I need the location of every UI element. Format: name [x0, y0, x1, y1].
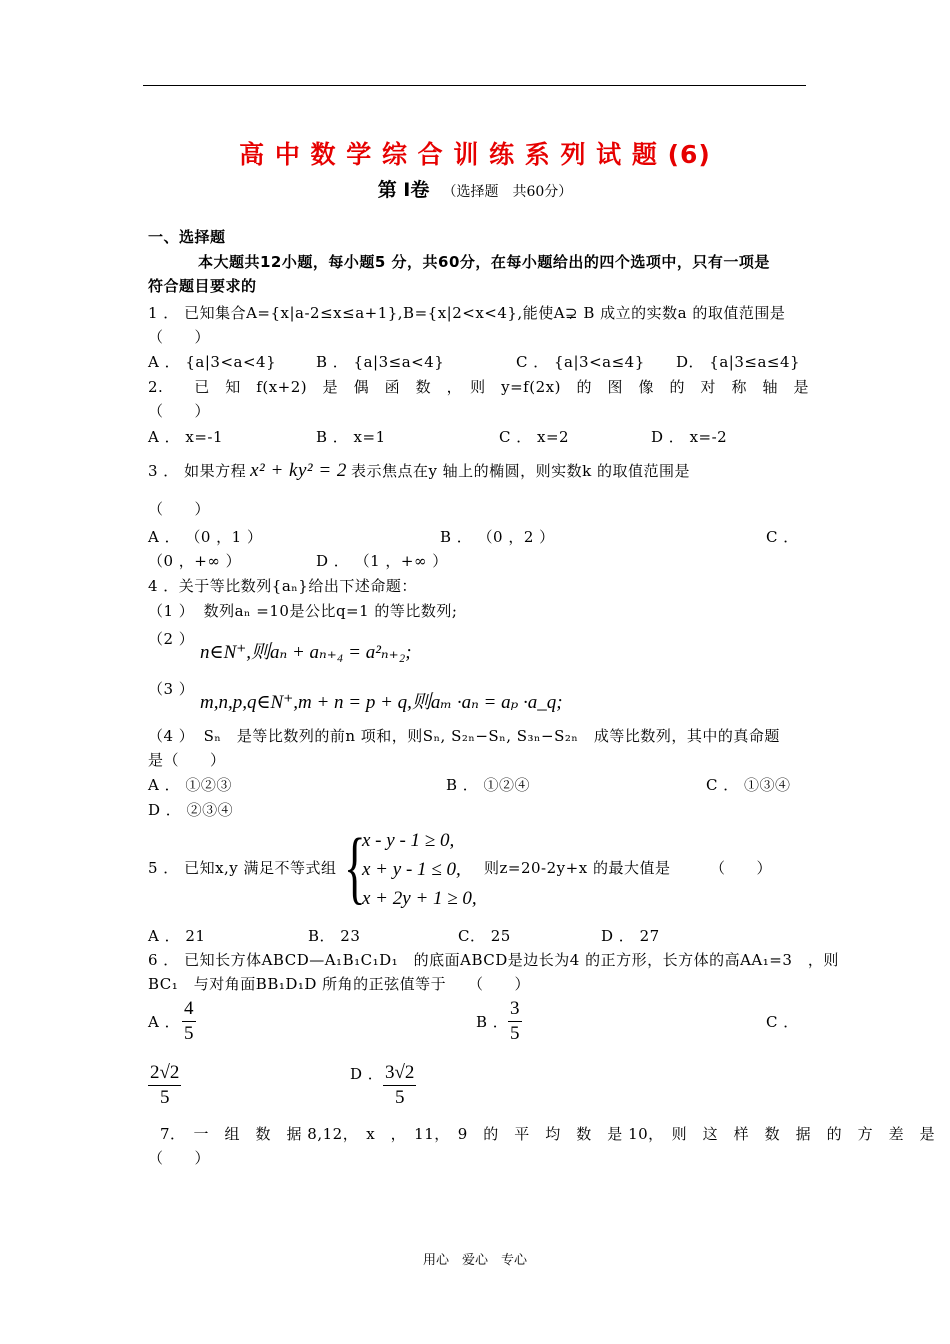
- q3-stem: [148, 462, 690, 480]
- q2-option-d: D ． x=-2: [651, 428, 728, 446]
- q6-option-a-label: A ．: [148, 1013, 181, 1031]
- section-heading: 一、选择题: [148, 228, 226, 246]
- q7-bracket: （ ）: [148, 1149, 211, 1167]
- q1-option-d: D． {a|3≤a≤4}: [676, 353, 801, 371]
- q3-bracket: （ ）: [148, 500, 211, 518]
- q4-item-3-label: （3 ）: [148, 680, 195, 698]
- q5-option-d: D ． 27: [601, 927, 660, 945]
- q5-system-line-1: x - y - 1 ≥ 0,: [362, 830, 455, 851]
- q5-system-line-3: x + 2y + 1 ≥ 0,: [362, 888, 477, 909]
- q5-bracket: （ ）: [710, 859, 773, 877]
- q1-option-b: B ． {a|3≤a<4}: [316, 353, 445, 371]
- q3-stem-post: 表示焦点在y 轴上的椭圆，则实数k 的取值范围是: [350, 462, 691, 480]
- instructions-line-1: 本大题共12小题，每小题5 分，共60分，在每小题给出的四个选项中，只有一项是: [198, 253, 770, 271]
- q5-option-c: C． 25: [458, 927, 511, 945]
- q6-option-a-fraction: [182, 997, 196, 1046]
- q6-option-c-label: C ．: [766, 1013, 799, 1031]
- q4-item-4: [148, 727, 780, 745]
- q6-option-d-denominator: 5: [394, 1087, 405, 1108]
- q3-option-d: D ． （1 ，+∞ ）: [316, 552, 448, 570]
- subtitle: [0, 175, 950, 202]
- q1-option-c: C ． {a|3<a≤4}: [516, 353, 645, 371]
- q4-item-2-math: n∈N⁺,则aₙ + aₙ₊₄ = a²ₙ₊₂;: [200, 642, 412, 663]
- q1-bracket: （ ）: [148, 328, 211, 346]
- q6-stem: 6 ． 已知长方体ABCD—A₁B₁C₁D₁ 的底面ABCD是边长为4 的正方形，长方体的高AA₁=3 ，则: [148, 951, 839, 969]
- page-title: 高 中 数 学 综 合 训 练 系 列 试 题 (6): [239, 140, 711, 169]
- q6-option-d-numerator: 3√2: [383, 1061, 416, 1086]
- q6-option-c-fraction: [148, 1061, 181, 1110]
- q6-option-a-numerator: 4: [182, 997, 196, 1022]
- q3-option-b: B ． （0 ，2 ）: [440, 528, 555, 546]
- subtitle-volume: 第 Ⅰ卷: [377, 179, 430, 201]
- q7-stem: 7． 一 组 数 据 8,12， x ， 11， 9 的 平 均 数 是 10， 则 这 样 数 据 的 方 差 是: [160, 1125, 936, 1143]
- q3-option-c: C ．: [766, 528, 799, 546]
- q5-option-a: A ． 21: [148, 927, 206, 945]
- q2-bracket: （ ）: [148, 402, 211, 420]
- q2-stem: 2. 已 知 f(x+2) 是 偶 函 数 ， 则 y=f(2x) 的 图 像 的 对 称 轴 是: [148, 378, 809, 396]
- q4-item-1: [148, 602, 458, 620]
- q4-option-a: A ． ①②③: [148, 776, 232, 794]
- q6-option-c-denominator: 5: [159, 1087, 170, 1108]
- q6-option-b-numerator: 3: [508, 997, 522, 1022]
- q1-stem: 1 ． 已知集合A={x|a-2≤x≤a+1},B={x|2<x<4},能使A⊋ B 成立的实数a 的取值范围是: [148, 304, 786, 322]
- q4-item-4-text: Sₙ 是等比数列的前n 项和，则Sₙ, S₂ₙ−Sₙ, S₃ₙ−S₂ₙ 成等比数列，其中的真命题: [203, 727, 780, 745]
- q4-option-b: B ． ①②④: [446, 776, 531, 794]
- q4-item-3-math: m,n,p,q∈N⁺,m + n = p + q,则aₘ ·aₙ = aₚ ·a_q;: [200, 692, 563, 713]
- q4-item-1-text: 数列aₙ =10是公比q=1 的等比数列;: [203, 602, 458, 620]
- subtitle-note: （选择题 共60分）: [442, 184, 573, 200]
- q4-stem: 4 ．关于等比数列{aₙ}给出下述命题：: [148, 577, 417, 595]
- q6-option-d-label: D ．: [350, 1065, 384, 1083]
- q3-equation: x² + ky² = 2: [250, 460, 347, 481]
- q2-option-c: C ． x=2: [499, 428, 570, 446]
- q4-stem-tail: 是（ ）: [148, 751, 226, 769]
- q3-option-c-value: （0 ，+∞ ）: [148, 552, 242, 570]
- q5-system-brace: {: [344, 821, 366, 912]
- q4-option-c: C ． ①③④: [706, 776, 791, 794]
- q5-stem-post: 则z=20-2y+x 的最大值是: [484, 859, 671, 877]
- q4-item-1-label: （1 ）: [148, 602, 195, 620]
- q5-system-line-2: x + y - 1 ≤ 0,: [362, 859, 461, 880]
- q4-item-4-label: （4 ）: [148, 727, 195, 745]
- header-rule: [143, 85, 806, 86]
- q6-option-c-numerator: 2√2: [148, 1061, 181, 1086]
- instructions-line-2: 符合题目要求的: [148, 277, 257, 295]
- q6-option-b-label: B ．: [476, 1013, 509, 1031]
- q2-option-b: B ． x=1: [316, 428, 386, 446]
- q6-option-b-denominator: 5: [510, 1023, 520, 1044]
- q3-stem-pre: 3 ． 如果方程: [148, 462, 247, 480]
- q6-option-b-fraction: [508, 997, 522, 1046]
- q6-stem-line-2: BC₁ 与对角面BB₁D₁D 所角的正弦值等于: [148, 975, 447, 993]
- q6-bracket: （ ）: [468, 975, 531, 993]
- q6-option-a-denominator: 5: [184, 1023, 194, 1044]
- page-footer: 用心 爱心 专心: [422, 1253, 527, 1268]
- q6-option-d-fraction: [383, 1061, 416, 1110]
- q4-item-2-label: （2 ）: [148, 630, 195, 648]
- q4-option-d: D ． ②③④: [148, 801, 234, 819]
- q2-option-a: A ． x=-1: [148, 428, 224, 446]
- q1-option-a: A ． {a|3<a<4}: [148, 353, 277, 371]
- q3-option-a: A ． （0 ，1 ）: [148, 528, 263, 546]
- q5-option-b: B． 23: [308, 927, 361, 945]
- q5-stem-pre: 5 ． 已知x,y 满足不等式组: [148, 859, 337, 877]
